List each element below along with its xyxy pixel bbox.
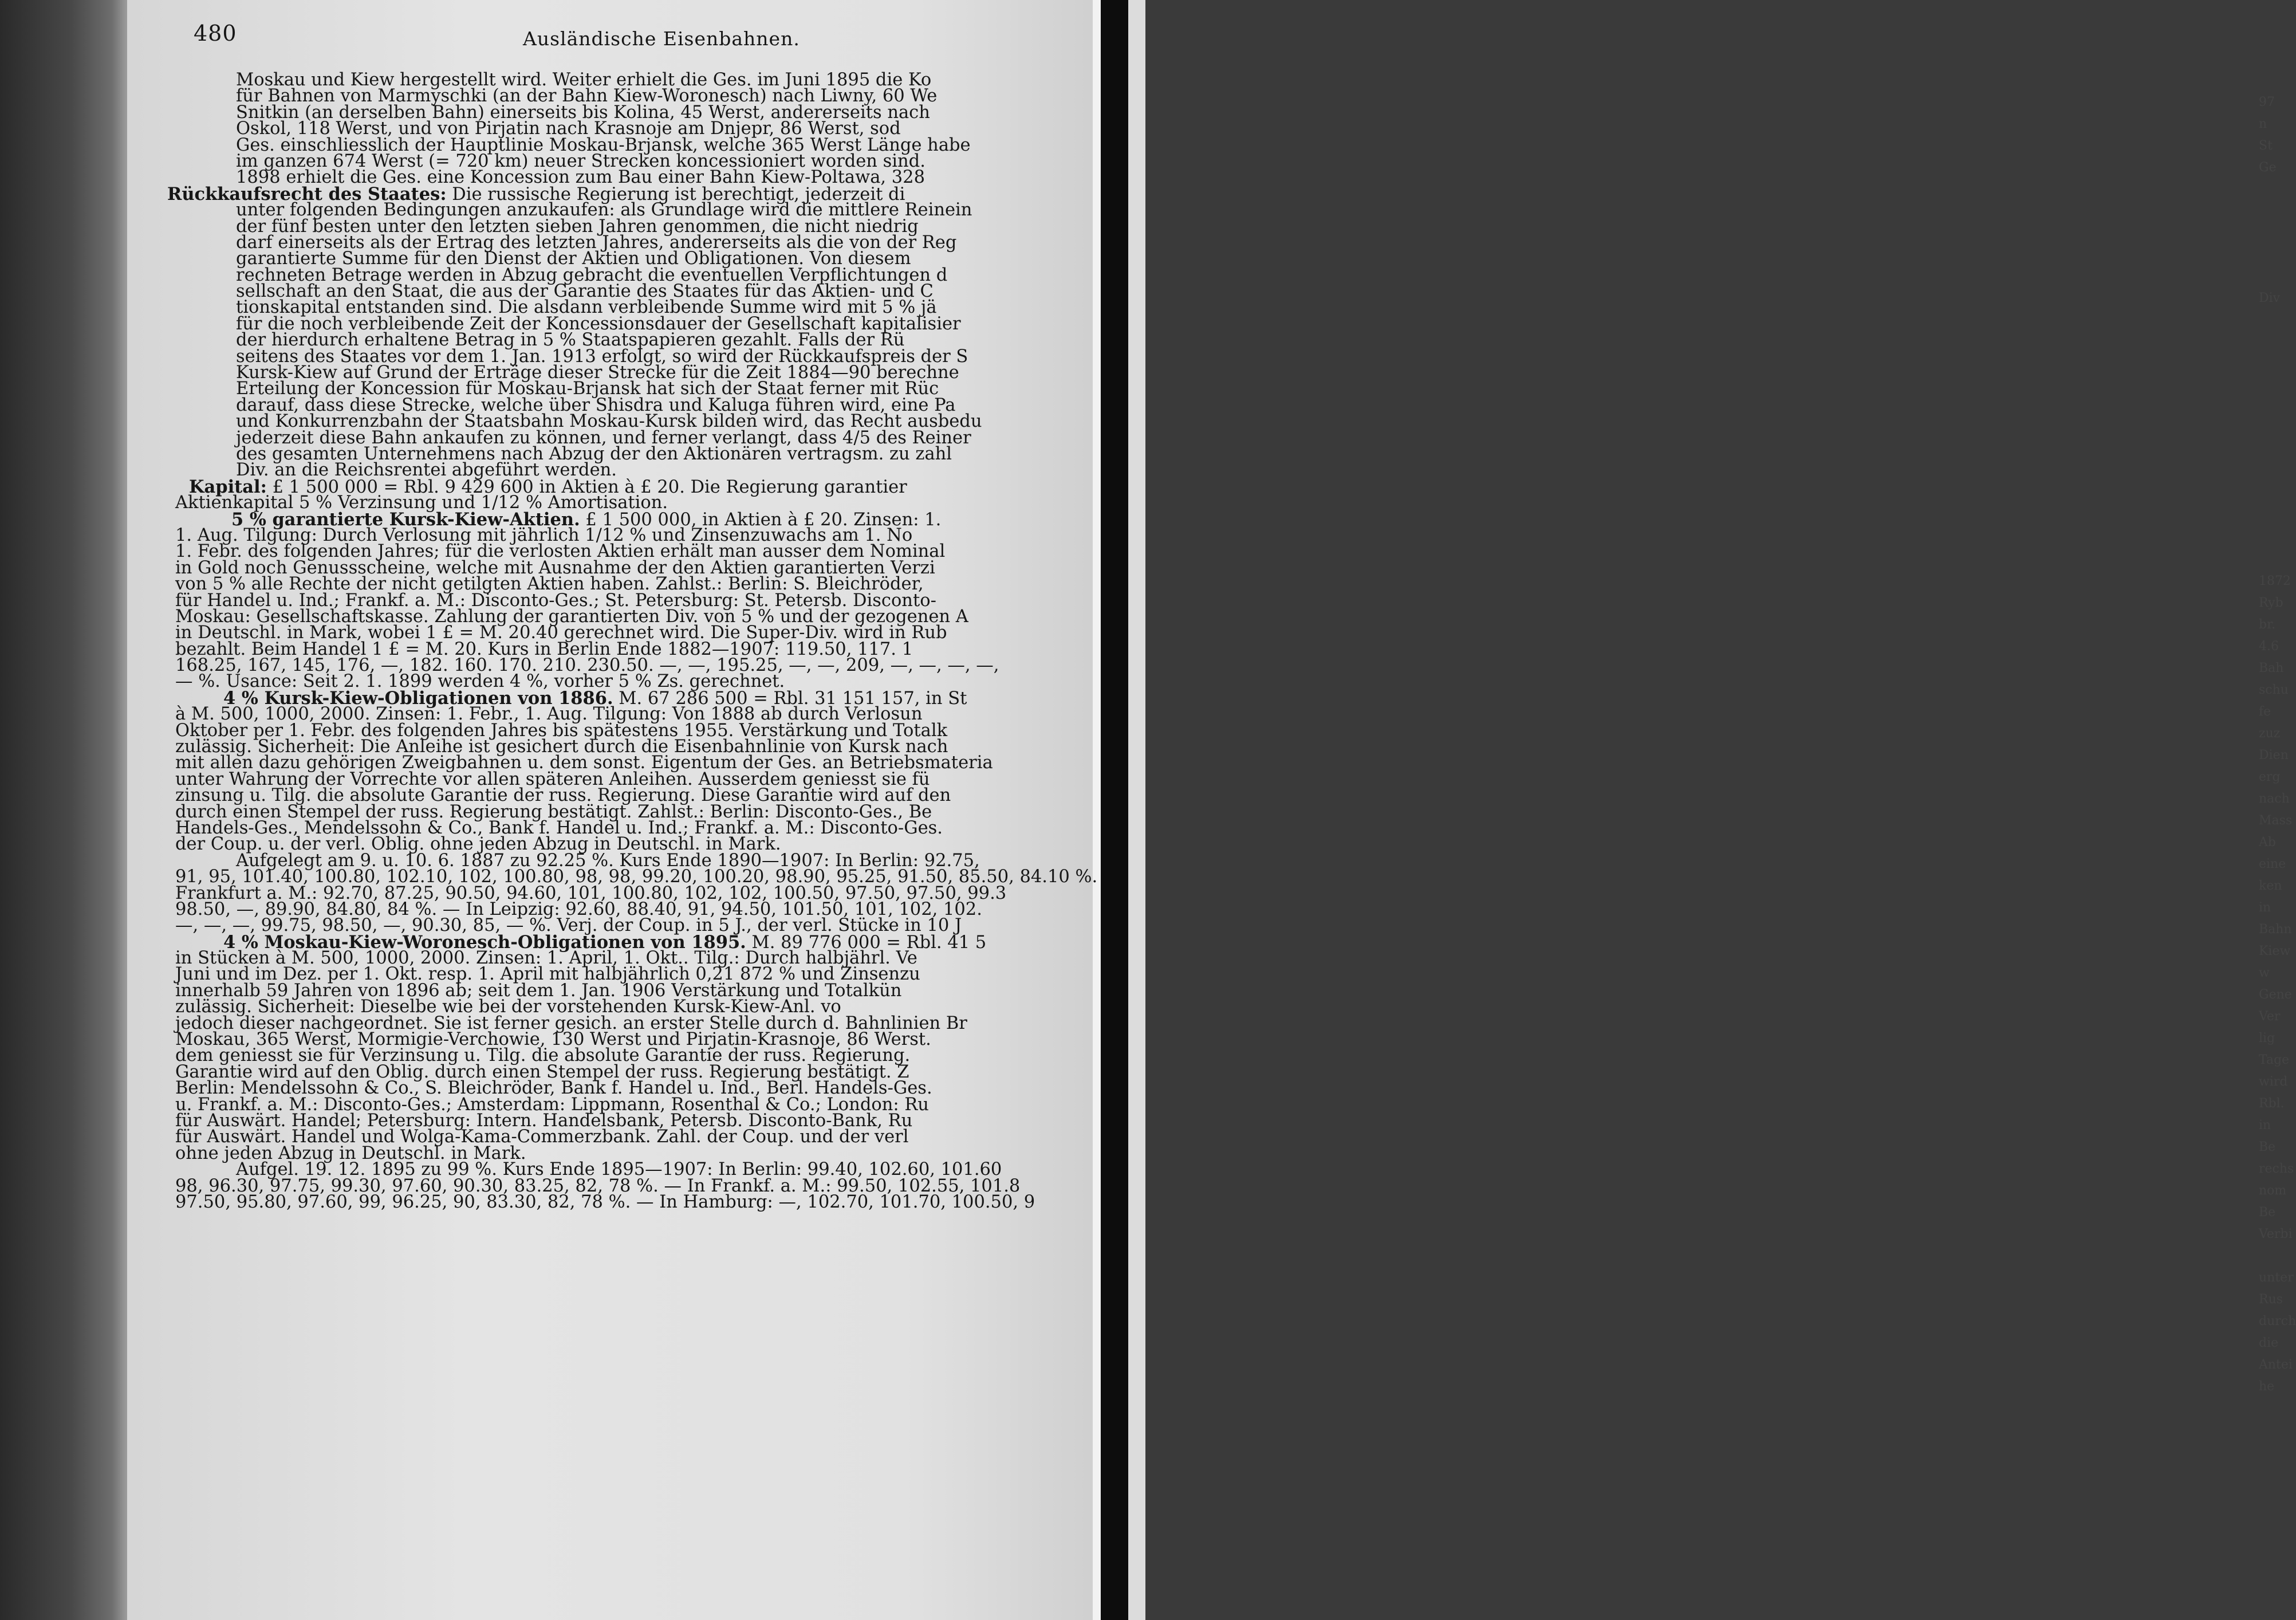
line-text: in Stücken à M. 500, 1000, 2000. Zinsen: 1. April, 1. Okt.. Tilg.: Durch halbjährl. Ve <box>175 948 917 969</box>
line-text: Aktienkapital 5 % Verzinsung und 1/12 % Amortisation. <box>175 493 668 513</box>
line-text: der hierdurch erhaltene Betrag in 5 % Staatspapieren gezahlt. Falls der Rü <box>236 330 905 351</box>
line-text: Juni und im Dez. per 1. Okt. resp. 1. April mit halbjährlich 0,21 872 % und Zinsenzu <box>175 964 920 985</box>
line-text: des gesamten Unternehmens nach Abzug der den Aktionären vertragsm. zu zahl <box>236 443 952 464</box>
scan-left-margin <box>0 0 127 1620</box>
line-text: Erteilung der Koncession für Moskau-Brjansk hat sich der Staat ferner mit Rüc <box>236 379 939 399</box>
page-edge <box>1093 0 1101 1620</box>
adjacent-page-strip <box>1128 0 2296 1620</box>
line-text: unter folgenden Bedingungen anzukaufen: als Grundlage wird die mittlere Reinein <box>236 200 972 221</box>
line-text: Moskau: Gesellschaftskasse. Zahlung der garantierten Div. von 5 % und der gezogenen A <box>175 606 968 627</box>
line-text: u. Frankf. a. M.: Disconto-Ges.; Amsterdam: Lippmann, Rosenthal & Co.; London: Ru <box>175 1094 929 1115</box>
line-text: 168.25, 167, 145, 176, —, 182. 160. 170. 210. 230.50. —, —, 195.25, —, —, 209, —, —, —, —, <box>175 655 999 676</box>
line-text: 98.50, —, 89.90, 84.80, 84 %. — In Leipzig: 92.60, 88.40, 91, 94.50, 101.50, 101, 102, 102. <box>175 899 982 919</box>
line-text: Aufgelegt am 9. u. 10. 6. 1887 zu 92.25 %. Kurs Ende 1890—1907: In Berlin: 92.75, <box>236 850 980 871</box>
line-text: jederzeit diese Bahn ankaufen zu können, und ferner verlangt, dass 4/5 des Reiner <box>236 427 971 448</box>
line-text: 98, 96.30, 97.75, 99.30, 97.60, 90.30, 83.25, 82, 78 %. — In Frankf. a. M.: 99.50, 102.55, 101.8 <box>175 1175 1021 1196</box>
line-text: garantierte Summe für den Dienst der Aktien und Obligationen. Von diesem <box>236 249 911 269</box>
line-text: 1. Aug. Tilgung: Durch Verlosung mit jährlich 1/12 % und Zinsenzuwachs am 1. No <box>175 525 913 545</box>
adjacent-page-text: 97 n St Ge Div 1872 Ryb br. 4.6 Bah schu fe zuz Dien erg nach Mass Ab eine ken in Bahn Kiew w Gene Ver lig Tage wird Rbl. in Be rechs nom Be Verbi unter Rus durch die Antei he <box>2259 95 2296 1394</box>
line-text: £ 1 500 000, in Aktien à £ 20. Zinsen: 1. <box>580 509 942 530</box>
line-text: Aufgel. 19. 12. 1895 zu 99 %. Kurs Ende 1895—1907: In Berlin: 99.40, 102.60, 101.60 <box>236 1159 1002 1180</box>
line-text: der Coup. u. der verl. Oblig. ohne jeden Abzug in Deutschl. in Mark. <box>175 834 781 855</box>
text-line <box>175 1194 1094 1210</box>
text-line <box>189 460 1094 481</box>
section-heading: Kapital: <box>189 476 267 497</box>
scan-binding-shadow <box>1101 0 1128 1620</box>
line-text: seitens des Staates vor dem 1. Jan. 1913 erfolgt, so wird der Rückkaufspreis der S <box>236 346 968 367</box>
line-text: Garantie wird auf den Oblig. durch einen Stempel der russ. Regierung bestätigt. Z <box>175 1061 909 1082</box>
line-text: Moskau und Kiew hergestellt wird. Weiter erhielt die Ges. im Juni 1895 die Ko <box>236 70 932 90</box>
line-text: — %. Usance: Seit 2. 1. 1899 werden 4 %, vorher 5 % Zs. gerechnet. <box>175 671 785 692</box>
line-text: £ 1 500 000 = Rbl. 9 429 600 in Aktien à £ 20. Die Regierung garantier <box>266 477 907 497</box>
line-text: 97.50, 95.80, 97.60, 99, 96.25, 90, 83.30, 82, 78 %. — In Hamburg: —, 102.70, 101.70, 100.50, 9 <box>175 1192 1035 1212</box>
line-text: darf einerseits als der Ertrag des letzten Jahres, andererseits als die von der Reg <box>236 232 957 253</box>
line-text: innerhalb 59 Jahren von 1896 ab; seit dem 1. Jan. 1906 Verstärkung und Totalkün <box>175 980 902 1001</box>
section-heading: 5 % garantierte Kursk-Kiew-Aktien. <box>231 509 580 530</box>
line-text: und Konkurrenzbahn der Staatsbahn Moskau-Kursk bilden wird, das Recht ausbedu <box>236 411 982 432</box>
line-text: —, —, —, 99.75, 98.50, —, 90.30, 85, — %. Verj. der Coup. in 5 J., der verl. Stücke in 10 J <box>175 915 962 936</box>
line-text: Handels-Ges., Mendelssohn & Co., Bank f. Handel u. Ind.; Frankf. a. M.: Disconto-Ges. <box>175 817 943 838</box>
line-text: unter Wahrung der Vorrechte vor allen späteren Anleihen. Ausserdem geniesst sie fü <box>175 769 930 789</box>
line-text: Oktober per 1. Febr. des folgenden Jahres bis spätestens 1955. Verstärkung und Totalk <box>175 720 948 741</box>
line-text: Die russische Regierung ist berechtigt, jederzeit di <box>446 184 905 205</box>
line-text: im ganzen 674 Werst (= 720 km) neuer Strecken koncessioniert worden sind. <box>236 151 926 171</box>
line-text: mit allen dazu gehörigen Zweigbahnen u. dem sonst. Eigentum der Ges. an Betriebsmateria <box>175 753 993 773</box>
line-text: Snitkin (an derselben Bahn) einerseits bis Kolina, 45 Werst, andererseits nach <box>236 102 930 123</box>
line-text: à M. 500, 1000, 2000. Zinsen: 1. Febr., 1. Aug. Tilgung: Von 1888 ab durch Verlosun <box>175 704 923 725</box>
line-text: für Bahnen von Marmyschki (an der Bahn Kiew-Woronesch) nach Liwny, 60 We <box>236 86 938 107</box>
line-text: Kursk-Kiew auf Grund der Erträge dieser Strecke für die Zeit 1884—90 berechne <box>236 363 959 383</box>
line-text: Div. an die Reichsrentei abgeführt werden. <box>236 460 617 481</box>
page-header <box>194 21 1087 55</box>
line-text: von 5 % alle Rechte der nicht getilgten Aktien haben. Zahlst.: Berlin: S. Bleichröder, <box>175 574 924 595</box>
line-text: M. 67 286 500 = Rbl. 31 151 157, in St <box>613 688 967 709</box>
running-title: Ausländische Eisenbahnen. <box>523 27 800 50</box>
line-text: für Handel u. Ind.; Frankf. a. M.: Disconto-Ges.; St. Petersburg: St. Petersb. Disconto- <box>175 590 936 611</box>
line-text: Oskol, 118 Werst, und von Pirjatin nach Krasnoje am Dnjepr, 86 Werst, sod <box>236 119 901 139</box>
page-body <box>167 70 1098 1613</box>
line-text: zulässig. Sicherheit: Dieselbe wie bei der vorstehenden Kursk-Kiew-Anl. vo <box>175 997 841 1017</box>
line-text: M. 89 776 000 = Rbl. 41 5 <box>746 932 987 953</box>
line-text: tionskapital entstanden sind. Die alsdann verbleibende Summe wird mit 5 % jä <box>236 297 937 318</box>
line-text: für Auswärt. Handel; Petersburg: Intern. Handelsbank, Petersb. Disconto-Bank, Ru <box>175 1111 913 1131</box>
line-text: 1. Febr. des folgenden Jahres; für die verlosten Aktien erhält man ausser dem Nominal <box>175 541 946 562</box>
line-text: für Auswärt. Handel und Wolga-Kama-Commerzbank. Zahl. der Coup. und der verl <box>175 1127 909 1147</box>
line-text: in Deutschl. in Mark, wobei 1 £ = M. 20.40 gerechnet wird. Die Super-Div. wird in Rub <box>175 623 947 643</box>
line-text: Berlin: Mendelssohn & Co., S. Bleichröder, Bank f. Handel u. Ind., Berl. Handels-Ges. <box>175 1078 932 1099</box>
line-text: 91, 95, 101.40, 100.80, 102.10, 102, 100.80, 98, 98, 99.20, 100.20, 98.90, 95.25, 91.50, 85.50, 84.10 %. <box>175 867 1098 887</box>
line-text: der fünf besten unter den letzten sieben Jahren genommen, die nicht niedrig <box>236 216 919 237</box>
line-text: dem geniesst sie für Verzinsung u. Tilg. die absolute Garantie der russ. Regierung. <box>175 1045 911 1066</box>
line-text: sellschaft an den Staat, die aus der Garantie des Staates für das Aktien- und C <box>236 281 934 302</box>
line-text: 1898 erhielt die Ges. eine Koncession zum Bau einer Bahn Kiew-Poltawa, 328 <box>236 167 925 188</box>
line-text: darauf, dass diese Strecke, welche über Shisdra und Kaluga führen wird, eine Pa <box>236 395 956 415</box>
section-heading: Rückkaufsrecht des Staates: <box>167 183 447 205</box>
line-text: rechneten Betrage werden in Abzug gebracht die eventuellen Verpflichtungen d <box>236 265 948 285</box>
line-text: Ges. einschliesslich der Hauptlinie Moskau-Brjansk, welche 365 Werst Länge habe <box>236 135 971 155</box>
page-number: 480 <box>194 21 237 46</box>
line-text: zinsung u. Tilg. die absolute Garantie der russ. Regierung. Diese Garantie wird auf den <box>175 785 951 806</box>
line-text: jedoch dieser nachgeordnet. Sie ist ferner gesich. an erster Stelle durch d. Bahnlinien Br <box>175 1013 967 1033</box>
line-text: Moskau, 365 Werst, Mormigie-Verchowie, 130 Werst und Pirjatin-Krasnoje, 86 Werst. <box>175 1029 931 1050</box>
section-heading: 4 % Kursk-Kiew-Obligationen von 1886. <box>223 687 613 709</box>
line-text: ohne jeden Abzug in Deutschl. in Mark. <box>175 1143 526 1163</box>
section-heading: 4 % Moskau-Kiew-Woronesch-Obligationen von 1895. <box>223 931 746 953</box>
line-text: Frankfurt a. M.: 92.70, 87.25, 90.50, 94.60, 101, 100.80, 102, 102, 100.50, 97.50, 97.50, 99.3 <box>175 883 1007 903</box>
line-text: bezahlt. Beim Handel 1 £ = M. 20. Kurs in Berlin Ende 1882—1907: 119.50, 117. 1 <box>175 639 913 659</box>
line-text: durch einen Stempel der russ. Regierung bestätigt. Zahlst.: Berlin: Disconto-Ges., Be <box>175 801 932 822</box>
line-text: zulässig. Sicherheit: Die Anleihe ist gesichert durch die Eisenbahnlinie von Kursk nach <box>175 737 948 757</box>
line-text: in Gold noch Genussscheine, welche mit Ausnahme der den Aktien garantierten Verzi <box>175 557 935 578</box>
line-text: für die noch verbleibende Zeit der Koncessionsdauer der Gesellschaft kapitalisier <box>236 313 961 334</box>
